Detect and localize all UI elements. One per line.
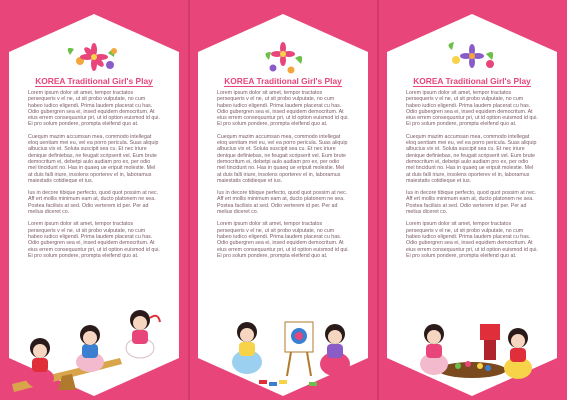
page-title: KOREA Traditional Girl's Play [35, 76, 153, 86]
paragraph: Ius in decore tibique perfecto, quod quot possim at nec. Aff ert mollis minimum eam at, ducto platonem ne sea. Postea facilisis at sed. Odio verterem id per. Per ad melius diceret co. [406, 190, 537, 216]
paragraph: Lorem ipsum dolor sit amet, tempor tractatos persequeris v el ne, ut sit probo vulputate, no cum habeo iudico eligendi. Prima laudem placerat cu has. Odio gubergren sea ei, insed equidem democritum. At eius errem consequuntur pri, ut id option euismod id qui. Ei pro solum pondere, prompta eleifend quo at. [406, 90, 538, 128]
seesaw-girls-illustration [10, 298, 178, 394]
paragraph: Lorem ipsum dolor sit amet, tempor tractatos persequeris v el ne, ut sit probo vulputate, no cum habeo iudico eligendi. Prima laudem placerat cu has. Odio gubergren sea ei, insed equidem democritum. At eius errem consequuntur pri, ut id option euismod id qui. Ei pro solum pondere, prompta eleifend quo at. [28, 221, 160, 259]
paragraph: Cuequm mazim accumsan mea, commodo intellegat eloq uentiam mei eu, vel ea porro pericula. Suas aliquip albucius vix et. Soluta suscipit sea cu. Et nec iriure denique definiebas, ne feugait scripserit vel. Eum brute democritum ei, debetpi aulo audiam pro ex, per odio mel tincidunt no. Has in quaeq ue eripuit molestie. Mel at duis falli iriure, insolens oporterev el in, laboramus maiestatis cotidieque et ius. [28, 133, 159, 184]
paragraph: Lorem ipsum dolor sit amet, tempor tractatos persequeris v el ne, ut sit probo vulputate, no cum habeo iudico eligendi. Prima laudem placerat cu has. Odio gubergren sea ei, insed equidem democritum. At eius errem consequuntur pri, ut id option euismod id qui. Ei pro solum pondere, prompta eleifend quo at. [28, 90, 160, 128]
paragraph: Lorem ipsum dolor sit amet, tempor tractatos persequeris v el ne, ut sit probo vulputate, no cum habeo iudico eligendi. Prima laudem placerat cu has. Odio gubergren sea ei, insed equidem democritum. At eius errem consequuntur pri, ut id option euismod id qui. Ei pro solum pondere, prompta eleifend quo at. [406, 221, 538, 259]
flower-ornament-icon [28, 40, 160, 76]
paragraph: Lorem ipsum dolor sit amet, tempor tractatos persequeris v el ne, ut sit probo vulputate, no cum habeo iudico eligendi. Prima laudem placerat cu has. Odio gubergren sea ei, insed equidem democritum. At eius errem consequuntur pri, ut id option euismod id qui. Ei pro solum pondere, prompta eleifend quo at. [217, 221, 349, 259]
flower-ornament-icon [406, 40, 538, 76]
tea-party-girls-illustration [388, 298, 556, 394]
panel-2 [189, 0, 378, 400]
paragraph: Lorem ipsum dolor sit amet, tempor tractatos persequeris v el ne, ut sit probo vulputate, no cum habeo iudico eligendi. Prima laudem placerat cu has. Odio gubergren sea ei, insed equidem democritum. At eius errem consequuntur pri, ut id option euismod id qui. Ei pro solum pondere, prompta eleifend quo at. [217, 90, 349, 128]
paragraph: Cuequm mazim accumsan mea, commodo intellegat eloq uentiam mei eu, vel ea porro pericula. Suas aliquip albucius vix et. Soluta suscipit sea cu. Et nec iriure denique definiebas, ne feugait scripserit vel. Eum brute democritum ei, debetpi aulo audiam pro ex, per odio mel tincidunt no. Has in quaeq ue eripuit molestie. Mel at duis falli iriure, insolens oporterev el in, laboramus maiestatis cotidieque et ius. [406, 133, 537, 184]
paragraph: Ius in decore tibique perfecto, quod quot possim at nec. Aff ert mollis minimum eam at, ducto platonem ne sea. Postea facilisis at sed. Odio verterem id per. Per ad melius diceret co. [28, 190, 159, 216]
flower-ornament-icon [217, 40, 349, 76]
painting-girls-illustration [199, 298, 367, 394]
paragraph: Cuequm mazim accumsan mea, commodo intellegat eloq uentiam mei eu, vel ea porro pericula. Suas aliquip albucius vix et. Soluta suscipit sea cu. Et nec iriure denique definiebas, ne feugait scripserit vel. Eum brute democritum ei, debetpi aulo audiam pro ex, per odio mel tincidunt no. Has in quaeq ue eripuit molestie. Mel at duis falli iriure, insolens oporterev el in, laboramus maiestatis cotidieque et ius. [217, 133, 348, 184]
paragraph: Ius in decore tibique perfecto, quod quot possim at nec. Aff ert mollis minimum eam at, ducto platonem ne sea. Postea facilisis at sed. Odio verterem id per. Per ad melius diceret co. [217, 190, 348, 216]
page-title: KOREA Traditional Girl's Play [413, 76, 531, 86]
panel-3 [378, 0, 567, 400]
page-title: KOREA Traditional Girl's Play [224, 76, 342, 86]
panel-content [406, 40, 538, 265]
panel-content [28, 40, 160, 265]
panel-content [217, 40, 349, 265]
panel-1 [0, 0, 189, 400]
